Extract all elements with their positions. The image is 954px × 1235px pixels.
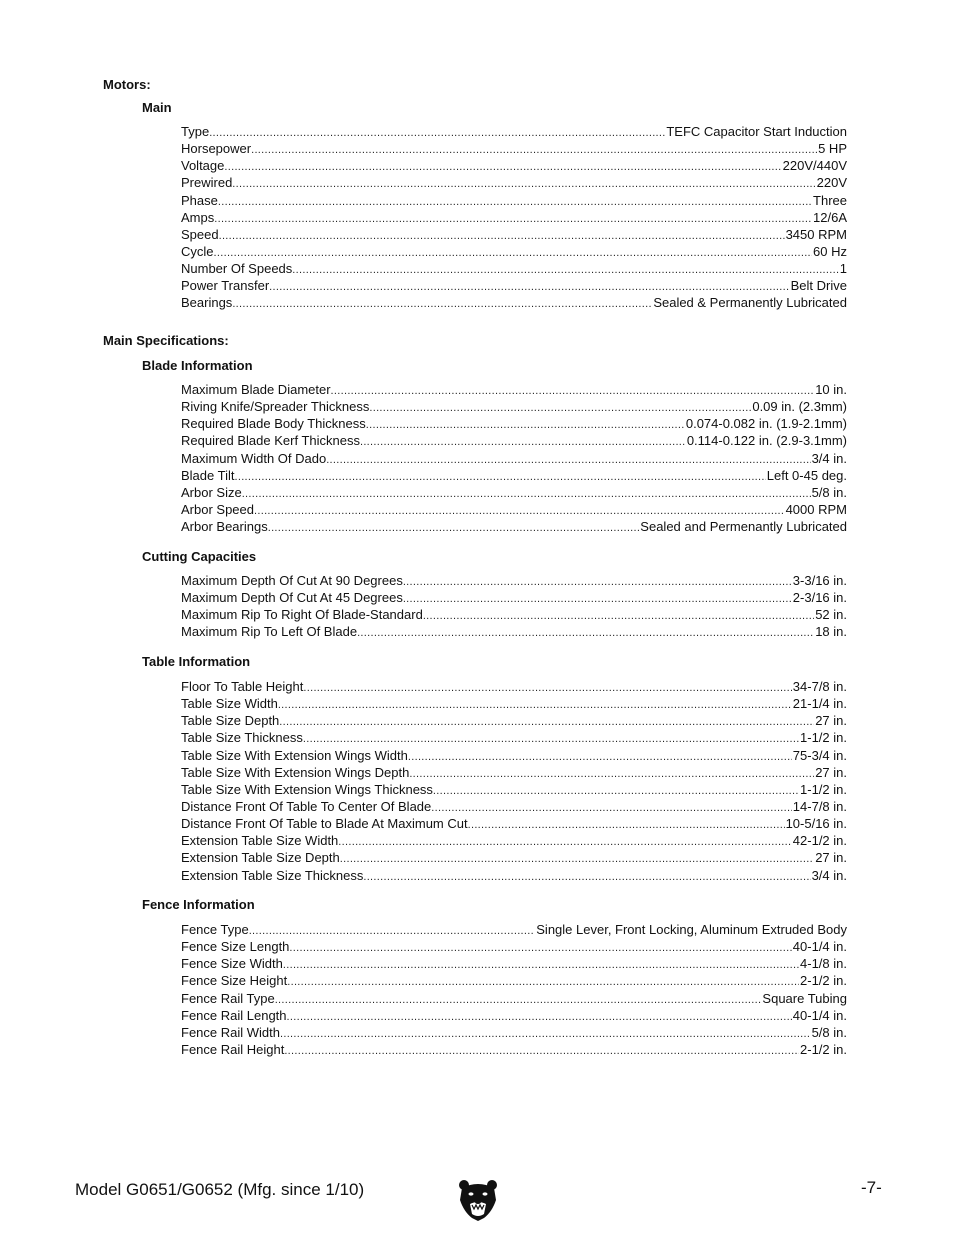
spec-label: Power Transfer (181, 278, 270, 294)
spec-label: Fence Rail Type (181, 990, 275, 1006)
spec-value: 27 in. (815, 764, 847, 780)
spec-row (181, 972, 847, 989)
spec-label: Cycle (181, 243, 214, 259)
spec-value: 3-3/16 in. (792, 573, 847, 588)
spec-value: 0.09 in. (2.3mm) (752, 399, 847, 415)
dot-leader (254, 503, 785, 518)
spec-row (181, 938, 847, 955)
spec-value: 3/4 in. (811, 450, 847, 466)
spec-row (181, 729, 847, 746)
dot-leader (340, 851, 814, 866)
spec-row (181, 572, 847, 589)
dot-leader (251, 142, 817, 157)
dot-leader (326, 452, 810, 467)
spec-value: Belt Drive (790, 278, 847, 294)
spec-value: 220V/440V (782, 158, 847, 174)
spec-label: Table Size Depth (181, 713, 280, 729)
spec-value: 52 in. (815, 607, 847, 623)
spec-label: Floor To Table Height (181, 679, 304, 694)
spec-label: Required Blade Body Thickness (181, 416, 366, 432)
spec-row (181, 294, 847, 311)
dot-leader (214, 211, 812, 226)
dot-leader (242, 486, 811, 501)
spec-label: Maximum Width Of Dado (181, 450, 327, 466)
spec-value: Single Lever, Front Locking, Aluminum Extruded Body (536, 922, 847, 937)
dot-leader (423, 608, 814, 623)
dot-leader (232, 296, 652, 311)
section-heading-main-specifications: Main Specifications: (103, 333, 229, 348)
spec-row (181, 798, 847, 815)
dot-leader (214, 245, 813, 260)
dot-leader (249, 923, 536, 938)
subheading-fence-information: Fence Information (142, 897, 255, 912)
dot-leader (360, 434, 686, 449)
dot-leader (409, 766, 814, 781)
spec-list-table (181, 678, 847, 884)
dot-leader (431, 800, 792, 815)
dot-leader (289, 940, 791, 955)
spec-row (181, 140, 847, 157)
dot-leader (268, 520, 640, 535)
spec-value: Three (813, 192, 847, 208)
spec-label: Arbor Size (181, 484, 242, 500)
spec-row (181, 432, 847, 449)
dot-leader (278, 697, 792, 712)
dot-leader (287, 1009, 792, 1024)
bear-head-logo-icon (458, 1178, 498, 1222)
subheading-blade-information: Blade Information (142, 358, 253, 373)
spec-value: 40-1/4 in. (792, 1007, 847, 1023)
spec-value: 34-7/8 in. (792, 679, 847, 694)
spec-label: Speed (181, 226, 219, 242)
spec-row (181, 955, 847, 972)
spec-row (181, 606, 847, 623)
spec-value: 3/4 in. (811, 867, 847, 883)
spec-label: Distance Front Of Table to Blade At Maximum Cut (181, 816, 468, 832)
spec-value: 3450 RPM (785, 226, 847, 242)
spec-row (181, 867, 847, 884)
spec-label: Arbor Speed (181, 501, 254, 517)
spec-label: Fence Rail Width (181, 1024, 280, 1040)
dot-leader (219, 228, 785, 243)
spec-row (181, 747, 847, 764)
dot-leader (403, 574, 792, 589)
subheading-cutting-capacities: Cutting Capacities (142, 549, 257, 564)
spec-row (181, 450, 847, 467)
dot-leader (403, 591, 792, 606)
spec-value: TEFC Capacitor Start Induction (666, 124, 847, 139)
spec-row (181, 712, 847, 729)
spec-row (181, 209, 847, 226)
spec-label: Fence Rail Height (181, 1041, 285, 1057)
spec-label: Maximum Depth Of Cut At 45 Degrees (181, 590, 403, 606)
spec-value: 42-1/2 in. (792, 833, 847, 849)
spec-label: Prewired (181, 175, 233, 191)
spec-value: Sealed & Permanently Lubricated (653, 295, 847, 311)
spec-label: Table Size With Extension Wings Depth (181, 764, 410, 780)
spec-label: Fence Size Length (181, 939, 290, 955)
spec-row (181, 226, 847, 243)
dot-leader (279, 714, 814, 729)
spec-label: Amps (181, 209, 215, 225)
spec-label: Fence Size Width (181, 956, 283, 972)
spec-label: Arbor Bearings (181, 519, 268, 535)
spec-row (181, 764, 847, 781)
spec-value: 5 HP (818, 141, 847, 157)
spec-label: Table Size Thickness (181, 730, 303, 746)
spec-value: 2-3/16 in. (792, 590, 847, 606)
spec-value: 14-7/8 in. (792, 798, 847, 814)
spec-label: Fence Size Height (181, 973, 288, 989)
spec-row (181, 623, 847, 640)
spec-row (181, 415, 847, 432)
spec-row (181, 1041, 847, 1058)
dot-leader (468, 817, 785, 832)
spec-row (181, 484, 847, 501)
dot-leader (218, 194, 812, 209)
spec-row (181, 192, 847, 209)
dot-leader (366, 417, 685, 432)
spec-row (181, 381, 847, 398)
spec-row (181, 781, 847, 798)
dot-leader (408, 749, 792, 764)
spec-label: Bearings (181, 295, 233, 311)
spec-value: 1-1/2 in. (800, 730, 847, 746)
spec-label: Fence Type (181, 922, 249, 937)
spec-row (181, 398, 847, 415)
spec-row (181, 467, 847, 484)
spec-row (181, 243, 847, 260)
spec-value: 4000 RPM (785, 501, 847, 517)
spec-value: 1 (839, 261, 847, 277)
spec-value: 10 in. (815, 382, 847, 397)
spec-value: Left 0-45 deg. (766, 467, 847, 483)
spec-value: Square Tubing (762, 990, 847, 1006)
spec-value: 18 in. (815, 624, 847, 640)
spec-row (181, 1007, 847, 1024)
spec-value: 21-1/4 in. (792, 696, 847, 712)
spec-label: Distance Front Of Table To Center Of Blade (181, 798, 432, 814)
dot-leader (283, 957, 799, 972)
spec-label: Riving Knife/Spreader Thickness (181, 399, 370, 415)
spec-value: 4-1/8 in. (800, 956, 847, 972)
spec-label: Maximum Rip To Left Of Blade (181, 624, 358, 640)
spec-value: 5/8 in. (811, 484, 847, 500)
dot-leader (280, 1026, 811, 1041)
spec-label: Maximum Rip To Right Of Blade-Standard (181, 607, 423, 623)
spec-value: 40-1/4 in. (792, 939, 847, 955)
spec-row (181, 518, 847, 535)
spec-value: 2-1/2 in. (800, 1041, 847, 1057)
spec-row (181, 990, 847, 1007)
spec-label: Table Size Width (181, 696, 278, 712)
spec-label: Maximum Blade Diameter (181, 382, 331, 397)
spec-value: 220V (816, 175, 847, 191)
dot-leader (209, 125, 665, 140)
dot-leader (284, 1043, 799, 1058)
section-heading-motors: Motors: (103, 77, 151, 92)
spec-value: 2-1/2 in. (800, 973, 847, 989)
spec-list-main-motor (181, 123, 847, 312)
dot-leader (338, 834, 792, 849)
dot-leader (331, 383, 815, 398)
spec-row (181, 1024, 847, 1041)
spec-label: Extension Table Size Width (181, 833, 339, 849)
subheading-table-information: Table Information (142, 654, 251, 669)
dot-leader (292, 262, 838, 277)
spec-label: Blade Tilt (181, 467, 235, 483)
dot-leader (232, 176, 815, 191)
spec-value: 0.114-0.122 in. (2.9-3.1mm) (686, 433, 847, 449)
spec-value: 75-3/4 in. (792, 747, 847, 763)
spec-value: 27 in. (815, 713, 847, 729)
spec-list-fence (181, 921, 847, 1058)
spec-value: 5/8 in. (811, 1024, 847, 1040)
dot-leader (224, 159, 781, 174)
spec-row (181, 174, 847, 191)
page-number: -7- (861, 1178, 882, 1197)
spec-row (181, 921, 847, 938)
dot-leader (433, 783, 799, 798)
spec-label: Voltage (181, 158, 225, 174)
spec-list-blade (181, 381, 847, 535)
spec-value: 1-1/2 in. (800, 781, 847, 797)
spec-list-cutting (181, 572, 847, 641)
spec-label: Number Of Speeds (181, 261, 293, 277)
dot-leader (303, 680, 791, 695)
dot-leader (303, 731, 799, 746)
spec-label: Table Size With Extension Wings Width (181, 747, 408, 763)
spec-value: 0.074-0.082 in. (1.9-2.1mm) (685, 416, 847, 432)
spec-label: Required Blade Kerf Thickness (181, 433, 360, 449)
spec-value: 60 Hz (813, 243, 847, 259)
spec-label: Extension Table Size Depth (181, 850, 340, 866)
spec-label: Extension Table Size Thickness (181, 867, 364, 883)
dot-leader (369, 400, 751, 415)
spec-label: Type (181, 124, 210, 139)
dot-leader (234, 469, 765, 484)
spec-row (181, 277, 847, 294)
dot-leader (363, 869, 810, 884)
dot-leader (357, 625, 814, 640)
spec-label: Fence Rail Length (181, 1007, 287, 1023)
footer-model-text: Model G0651/G0652 (Mfg. since 1/10) (75, 1180, 365, 1199)
spec-row (181, 832, 847, 849)
spec-row (181, 157, 847, 174)
spec-row (181, 260, 847, 277)
spec-row (181, 695, 847, 712)
dot-leader (287, 974, 799, 989)
spec-row (181, 678, 847, 695)
subheading-main: Main (142, 100, 172, 115)
spec-label: Table Size With Extension Wings Thickness (181, 781, 433, 797)
spec-row (181, 815, 847, 832)
spec-value: Sealed and Permenantly Lubricated (640, 519, 847, 535)
spec-label: Phase (181, 192, 218, 208)
spec-row (181, 501, 847, 518)
dot-leader (275, 992, 762, 1007)
spec-label: Maximum Depth Of Cut At 90 Degrees (181, 573, 403, 588)
spec-label: Horsepower (181, 141, 252, 157)
spec-row (181, 123, 847, 140)
spec-value: 27 in. (815, 850, 847, 866)
spec-row (181, 849, 847, 866)
spec-value: 10-5/16 in. (785, 816, 847, 832)
dot-leader (269, 279, 789, 294)
spec-row (181, 589, 847, 606)
spec-value: 12/6A (813, 209, 847, 225)
